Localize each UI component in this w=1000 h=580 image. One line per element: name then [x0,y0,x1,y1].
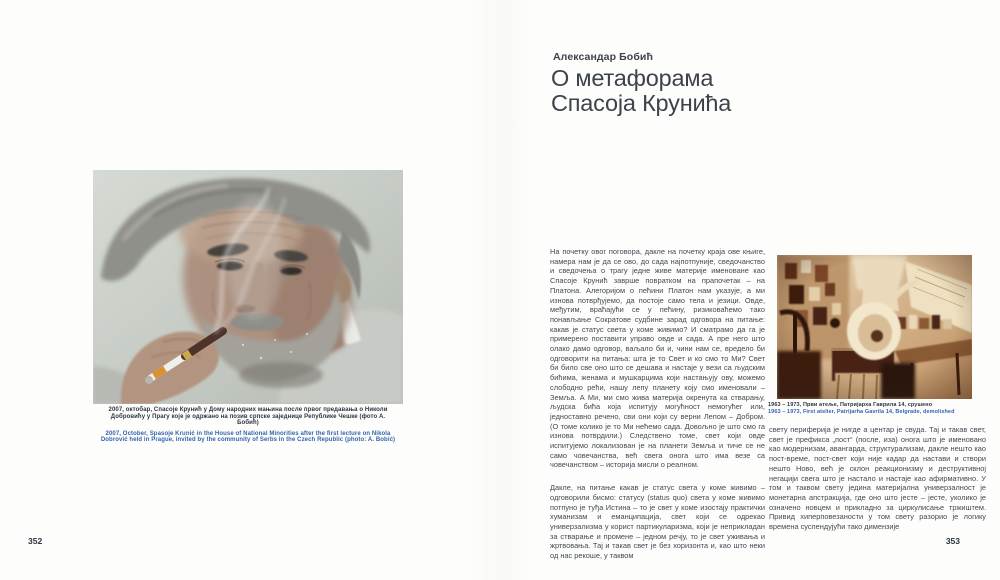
atelier-photo [777,255,972,399]
body-column-2 [769,425,986,532]
page-gutter [470,0,530,580]
article-title [551,66,731,115]
page-number-left: 352 [28,536,43,546]
portrait-photo-illustration [93,170,403,404]
atelier-caption-serbian: 1963 – 1973, Први атеље, Патријарха Гаврила 14, срушено [768,402,933,408]
portrait-caption-english: 2007, October, Spasoje Krunić in the House of National Minorities after the first lecture on Nikola Dobrović held in Prague, invited by the community of Serbs in the Czech Republic (photo: A. Bobić) [100,430,396,444]
atelier-caption-english: 1963 – 1973, First atelier, Patrijarha Gavrila 14, Belgrade, demolished [768,408,955,415]
body-paragraph: свету периферија је нигде а центар је свуда. Тај и такав свет, свет је префикса „пост“ (после, иза) онога што је именовано као модернизам, авангарда, структурализам, дакле нешто као пост-време, пост-свет који није кадар да настави и створи нешто Ново, већ је склон реакционизму и деструктивној негацији свега што је настало и настаје као афирмативно. У том и таквом свету једина материјална универзалност је монетарна апстракција, где оно што јесте – јесте, уколико је означено новцем и прикладно за циркулисање тржиштем. Привид хиперповезаности у том свету разорио је логику времена суспендујући тако димензије [769,425,986,532]
article-title-line-2: Спасоја Крунића [551,89,732,116]
atelier-photo-illustration [777,255,972,399]
page-number-right: 353 [945,536,960,546]
author-name: Александар Бобић [553,51,653,63]
body-paragraph: Дакле, на питање какав је статус света у коме живимо – одговорили бисмо: статусу (status quo) света у коме живимо потпуно је туђа Истина – то је свет у коме изостају практички хуманизам и еманципација, свет који се одрекао универзализма у корист партикуларизма, који је неприкладан за стварање и промене – једном речју, то је свет уживања и жртвовања. Тај и такав свет је без хоризонта и, као што неки од нас рекоше, у таквом [550,483,765,561]
body-paragraph: На почетку овог поговора, дакле на почетку краја ове књиге, намера нам је да се ово, до сада најпотпуније, сведочанство и сведочења о трагу једне живе материје именоване као Спасоје Крунић заврше повратком на прапочетак – на Платона. Алегоријом о пећини Платон нам указује, а ми изнова потврђујемо, да постоје само тела и језици. Овде, међутим, враћајући се у пећину, ризиковаћемо тако понављање Сократове судбине зарад одговора на питање: какав је статус света у коме живимо? И сматрамо да га је примерено поставити управо овде и сада. А пре него што олако дамо одговор, ваљало би и, чини нам се, вредело би одговорити на питања: шта је то Свет и ко смо то Ми? Свет би било све оно што се дешава и настаје у вези са људским бићима, женама и мушкарцима који настањују ову, можемо слободно рећи, нашу лепу планету коју смо именовали – Земља. А Ми, ми смо жива материја окренута ка стварању, људска бића која испитују могућност немогућег или, једноставно речено, сви они који су верни Лепом – Добром. (О томе колико је то Ми нећемо сада. Довољно је што смо га изнова потврдили.) Следствено томе, свет који овде испитујемо локализован је на планети Земља и тиче се не само човечанства, већ свега онога што има везе са човечанством – историја мисли о реалном. [550,247,765,470]
portrait-photo [93,170,403,404]
portrait-caption-serbian: 2007, октобар, Спасоје Крунић у Дому народних мањина после првог предавања о Николи Добровићу у Прагу које је одржано на позив српске заједнице Републике Чешке (фото А. Бобић) [108,407,388,427]
atelier-caption [768,402,978,415]
body-column-1 [550,247,765,561]
article-title-line-1: О метафорама [551,65,714,91]
portrait-caption [100,407,396,444]
